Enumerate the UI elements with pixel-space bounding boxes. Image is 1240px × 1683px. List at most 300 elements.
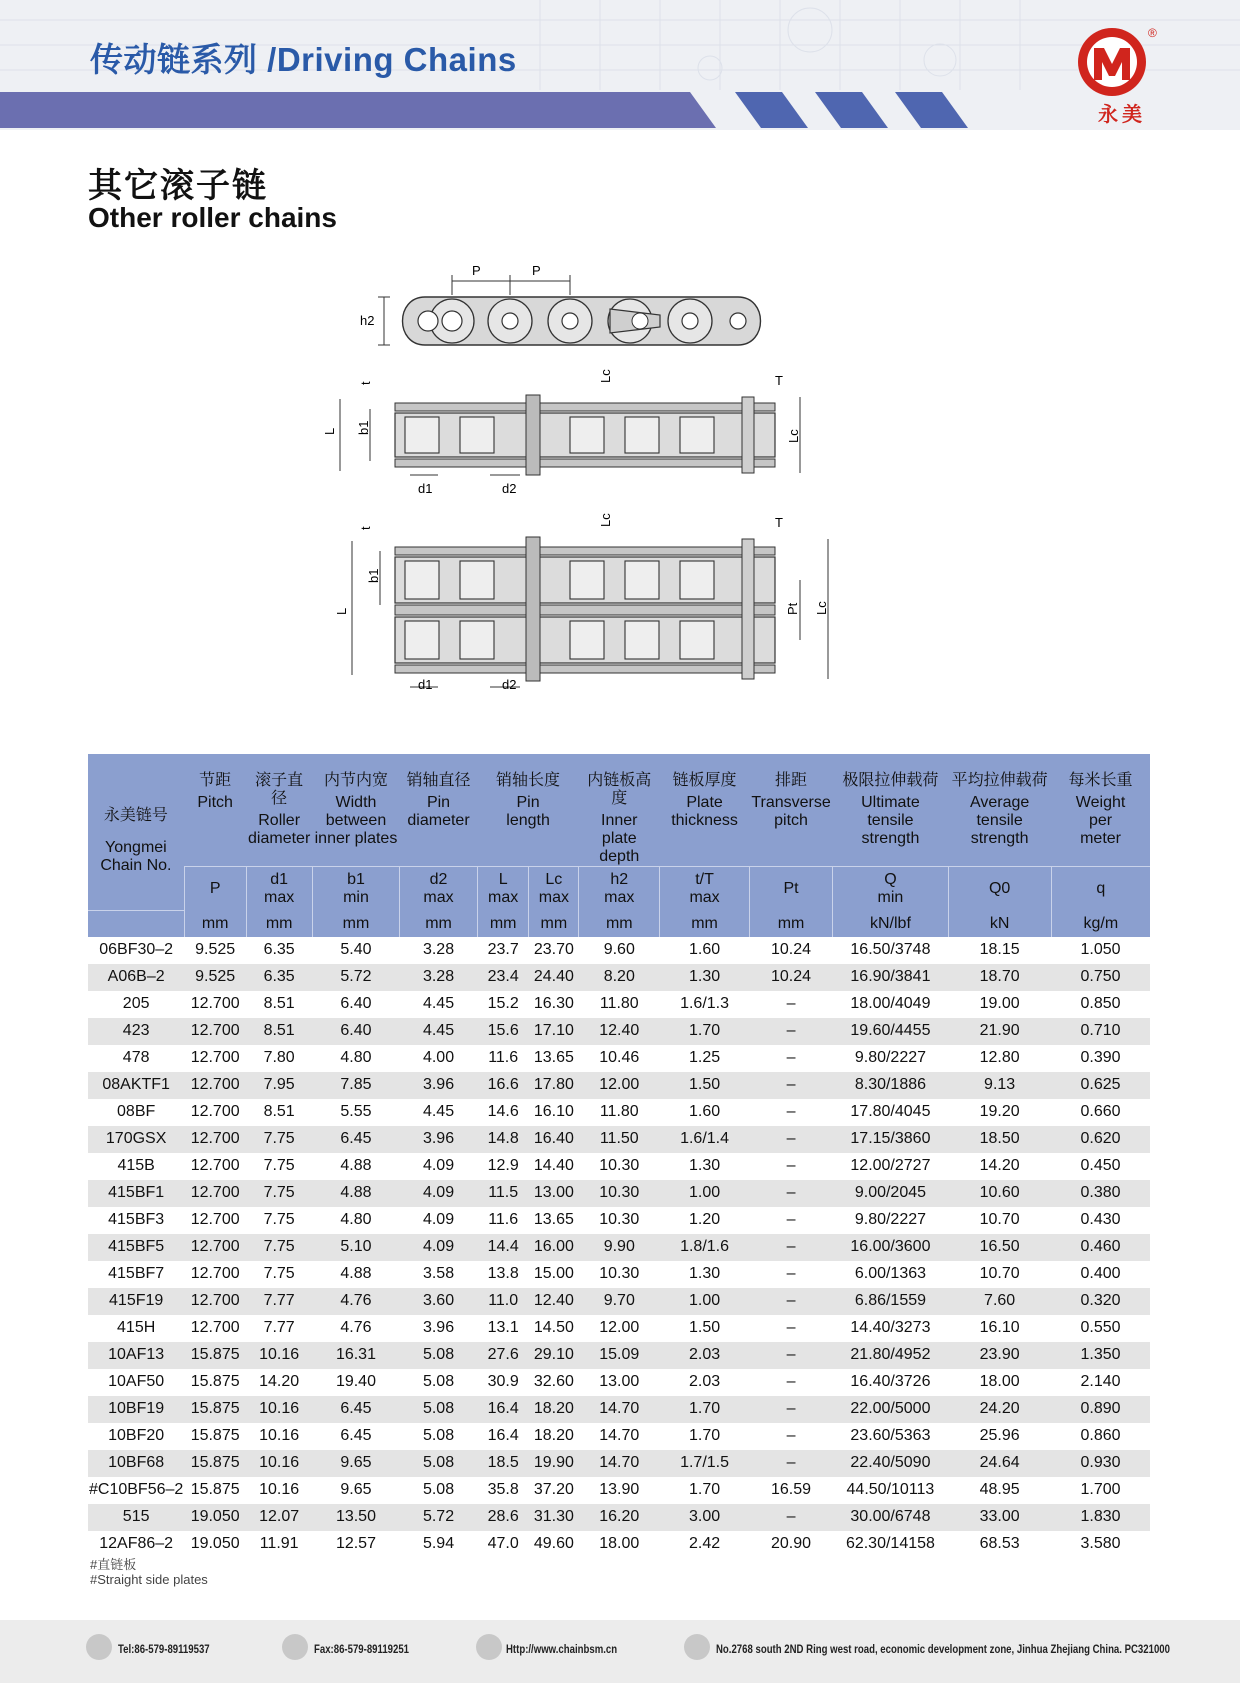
table-row <box>88 1153 1150 1180</box>
table-cell: 12.700 <box>184 1126 246 1153</box>
table-cell: 10.30 <box>579 1261 660 1288</box>
table-cell: 0.850 <box>1051 991 1150 1018</box>
table-cell: 27.6 <box>477 1342 529 1369</box>
table-cell: 3.00 <box>660 1504 750 1531</box>
table-cell: 29.10 <box>529 1342 579 1369</box>
table-cell: 9.70 <box>579 1288 660 1315</box>
table-cell: 9.60 <box>579 937 660 964</box>
table-cell: 6.40 <box>312 991 399 1018</box>
table-cell: 30.9 <box>477 1369 529 1396</box>
chain-no-cell: 205 <box>88 991 184 1018</box>
table-cell: 0.710 <box>1051 1018 1150 1045</box>
table-cell: – <box>749 1180 832 1207</box>
table-cell: 4.88 <box>312 1261 399 1288</box>
table-cell: 12.9 <box>477 1153 529 1180</box>
table-row <box>88 1180 1150 1207</box>
table-cell: 19.00 <box>948 991 1051 1018</box>
table-cell: – <box>749 1342 832 1369</box>
table-cell: 8.51 <box>246 991 312 1018</box>
table-cell: 1.50 <box>660 1072 750 1099</box>
table-row <box>88 1072 1150 1099</box>
chain-no-cell: 08AKTF1 <box>88 1072 184 1099</box>
col-head-ultimate-strength: 极限拉伸载荷 Ultimate tensile strength <box>833 754 948 867</box>
table-cell: 12.700 <box>184 1153 246 1180</box>
table-cell: 9.525 <box>184 964 246 991</box>
chain-no-cell: 415H <box>88 1315 184 1342</box>
chain-no-cell: 515 <box>88 1504 184 1531</box>
table-cell: 5.08 <box>400 1477 478 1504</box>
chain-no-cell: 415BF5 <box>88 1234 184 1261</box>
table-row <box>88 1477 1150 1504</box>
table-row <box>88 1234 1150 1261</box>
table-cell: 11.50 <box>579 1126 660 1153</box>
unit-l: mm <box>477 911 529 937</box>
table-cell: 47.0 <box>477 1531 529 1558</box>
table-cell: 4.09 <box>400 1207 478 1234</box>
table-cell: 19.050 <box>184 1504 246 1531</box>
table-cell: 4.45 <box>400 991 478 1018</box>
table-cell: 5.08 <box>400 1369 478 1396</box>
table-cell: 23.60/5363 <box>833 1423 948 1450</box>
chain-duplex-side-view <box>334 513 829 692</box>
table-cell: 9.90 <box>579 1234 660 1261</box>
label-d2-1: d2 <box>502 481 517 496</box>
label-lc-side2: Lc <box>814 601 829 615</box>
table-row <box>88 937 1150 964</box>
table-cell: 5.10 <box>312 1234 399 1261</box>
footer-web[interactable]: Http://www.chainbsm.cn <box>506 1642 618 1656</box>
table-cell: 15.875 <box>184 1423 246 1450</box>
table-cell: 1.00 <box>660 1288 750 1315</box>
table-cell: 1.6/1.3 <box>660 991 750 1018</box>
table-symbol-row <box>88 867 1150 911</box>
label-lc2: Lc <box>598 513 613 527</box>
table-cell: 12.40 <box>579 1018 660 1045</box>
table-cell: – <box>749 1288 832 1315</box>
table-row <box>88 1045 1150 1072</box>
table-cell: – <box>749 1369 832 1396</box>
table-cell: 1.00 <box>660 1180 750 1207</box>
unit-d1: mm <box>246 911 312 937</box>
table-cell: 5.08 <box>400 1396 478 1423</box>
table-row <box>88 1369 1150 1396</box>
col-head-plate-thickness: 链板厚度 Plate thickness <box>660 754 750 867</box>
table-cell: 16.4 <box>477 1396 529 1423</box>
table-cell: – <box>749 1315 832 1342</box>
table-cell: 24.20 <box>948 1396 1051 1423</box>
table-cell: 12.00 <box>579 1315 660 1342</box>
table-row <box>88 964 1150 991</box>
table-cell: 1.30 <box>660 964 750 991</box>
web-icon <box>476 1634 502 1660</box>
table-cell: 11.80 <box>579 1099 660 1126</box>
table-cell: 0.320 <box>1051 1288 1150 1315</box>
table-row <box>88 1018 1150 1045</box>
table-row <box>88 1261 1150 1288</box>
table-cell: 4.45 <box>400 1099 478 1126</box>
sym-l: L max <box>477 867 529 911</box>
label-b1-1: b1 <box>356 420 371 435</box>
location-icon <box>684 1634 710 1660</box>
table-cell: 10.70 <box>948 1207 1051 1234</box>
chain-no-cell: 478 <box>88 1045 184 1072</box>
table-row <box>88 1423 1150 1450</box>
table-cell: 16.59 <box>749 1477 832 1504</box>
label-lc-side1: Lc <box>786 429 801 443</box>
col-head-width: 内节内宽 Width between inner plates <box>312 754 399 867</box>
table-cell: 5.08 <box>400 1342 478 1369</box>
table-cell: 17.80 <box>529 1072 579 1099</box>
table-cell: 0.430 <box>1051 1207 1150 1234</box>
table-cell: 5.94 <box>400 1531 478 1558</box>
chain-top-view <box>360 263 761 345</box>
table-cell: 1.70 <box>660 1423 750 1450</box>
table-cell: 48.95 <box>948 1477 1051 1504</box>
chain-no-cell: 08BF <box>88 1099 184 1126</box>
label-L2: L <box>334 607 349 615</box>
table-cell: 3.28 <box>400 937 478 964</box>
table-cell: 10.30 <box>579 1207 660 1234</box>
table-cell: 0.450 <box>1051 1153 1150 1180</box>
chain-no-cell: 12AF86–2 <box>88 1531 184 1558</box>
table-cell: 24.64 <box>948 1450 1051 1477</box>
sym-d2: d2 max <box>400 867 478 911</box>
table-cell: – <box>749 1072 832 1099</box>
table-row <box>88 1531 1150 1558</box>
table-cell: 12.700 <box>184 1099 246 1126</box>
label-t1: t <box>358 381 373 385</box>
table-cell: 8.30/1886 <box>833 1072 948 1099</box>
table-cell: 17.10 <box>529 1018 579 1045</box>
sym-weight-q: q <box>1051 867 1150 911</box>
table-cell: 2.140 <box>1051 1369 1150 1396</box>
table-cell: 7.85 <box>312 1072 399 1099</box>
table-cell: 4.88 <box>312 1153 399 1180</box>
table-cell: 15.875 <box>184 1477 246 1504</box>
chain-no-cell: 415BF7 <box>88 1261 184 1288</box>
table-cell: 0.860 <box>1051 1423 1150 1450</box>
table-cell: 3.58 <box>400 1261 478 1288</box>
chain-no-cell: 06BF30–2 <box>88 937 184 964</box>
table-cell: 6.00/1363 <box>833 1261 948 1288</box>
table-cell: 11.5 <box>477 1180 529 1207</box>
table-row <box>88 1342 1150 1369</box>
sym-p: P <box>184 867 246 911</box>
table-cell: 13.90 <box>579 1477 660 1504</box>
table-cell: 25.96 <box>948 1423 1051 1450</box>
table-cell: 19.40 <box>312 1369 399 1396</box>
table-cell: 7.75 <box>246 1153 312 1180</box>
table-cell: 3.96 <box>400 1126 478 1153</box>
table-unit-row <box>88 911 1150 937</box>
table-cell: 1.25 <box>660 1045 750 1072</box>
chain-no-cell: 170GSX <box>88 1126 184 1153</box>
table-cell: 18.00 <box>579 1531 660 1558</box>
table-cell: 13.1 <box>477 1315 529 1342</box>
table-cell: 18.20 <box>529 1396 579 1423</box>
table-cell: 35.8 <box>477 1477 529 1504</box>
table-cell: 16.6 <box>477 1072 529 1099</box>
table-row <box>88 991 1150 1018</box>
table-cell: 0.380 <box>1051 1180 1150 1207</box>
table-cell: 9.80/2227 <box>833 1207 948 1234</box>
table-cell: 14.70 <box>579 1423 660 1450</box>
table-cell: 16.00 <box>529 1234 579 1261</box>
table-cell: 12.700 <box>184 1180 246 1207</box>
table-cell: 12.700 <box>184 1045 246 1072</box>
table-cell: 0.400 <box>1051 1261 1150 1288</box>
table-cell: 15.875 <box>184 1369 246 1396</box>
label-T1: T <box>775 373 783 388</box>
table-cell: 33.00 <box>948 1504 1051 1531</box>
table-cell: 16.10 <box>529 1099 579 1126</box>
unit-q0: kN <box>948 911 1051 937</box>
table-cell: 30.00/6748 <box>833 1504 948 1531</box>
table-cell: 10.46 <box>579 1045 660 1072</box>
chain-no-cell: 10BF68 <box>88 1450 184 1477</box>
label-p2: P <box>532 263 541 278</box>
registered-mark: ® <box>1148 26 1157 40</box>
table-cell: – <box>749 1261 832 1288</box>
table-cell: 10.30 <box>579 1180 660 1207</box>
table-cell: – <box>749 1099 832 1126</box>
table-cell: 4.00 <box>400 1045 478 1072</box>
table-cell: 16.10 <box>948 1315 1051 1342</box>
unit-blank <box>88 911 184 937</box>
sym-lc: Lc max <box>529 867 579 911</box>
label-L1: L <box>322 427 337 435</box>
table-cell: 9.525 <box>184 937 246 964</box>
table-cell: – <box>749 1018 832 1045</box>
table-cell: 62.30/14158 <box>833 1531 948 1558</box>
unit-t: mm <box>660 911 750 937</box>
chain-no-cell: 10AF13 <box>88 1342 184 1369</box>
unit-weight: kg/m <box>1051 911 1150 937</box>
table-cell: 14.20 <box>948 1153 1051 1180</box>
table-cell: 6.40 <box>312 1018 399 1045</box>
label-d2-2: d2 <box>502 677 517 692</box>
footnote-cn: #直链板 <box>90 1557 137 1572</box>
label-p1: P <box>472 263 481 278</box>
table-cell: – <box>749 991 832 1018</box>
footer-address: No.2768 south 2ND Ring west road, economic development zone, Jinhua Zhejiang China. PC321000 <box>716 1642 1170 1656</box>
table-cell: 7.77 <box>246 1288 312 1315</box>
table-cell: 12.40 <box>529 1288 579 1315</box>
table-cell: 49.60 <box>529 1531 579 1558</box>
table-cell: 16.40/3726 <box>833 1369 948 1396</box>
table-cell: 18.15 <box>948 937 1051 964</box>
table-cell: 18.00/4049 <box>833 991 948 1018</box>
table-cell: 22.00/5000 <box>833 1396 948 1423</box>
table-cell: 4.88 <box>312 1180 399 1207</box>
table-cell: 20.90 <box>749 1531 832 1558</box>
table-cell: 5.40 <box>312 937 399 964</box>
table-cell: 12.700 <box>184 1207 246 1234</box>
sym-b1: b1 min <box>312 867 399 911</box>
table-cell: 10.16 <box>246 1342 312 1369</box>
table-cell: 10.16 <box>246 1477 312 1504</box>
table-cell: 12.700 <box>184 1234 246 1261</box>
table-cell: – <box>749 1450 832 1477</box>
footnote-en: #Straight side plates <box>90 1572 208 1587</box>
col-head-transverse-pitch: 排距 Transverse pitch <box>749 754 832 867</box>
table-cell: 5.08 <box>400 1423 478 1450</box>
chain-no-cell: #C10BF56–2 <box>88 1477 184 1504</box>
label-h2: h2 <box>360 313 375 328</box>
table-cell: 5.08 <box>400 1450 478 1477</box>
table-cell: 5.72 <box>400 1504 478 1531</box>
table-cell: 0.625 <box>1051 1072 1150 1099</box>
table-cell: 12.700 <box>184 1315 246 1342</box>
table-cell: 11.6 <box>477 1207 529 1234</box>
table-cell: 12.700 <box>184 991 246 1018</box>
chain-no-cell: 10BF20 <box>88 1423 184 1450</box>
table-cell: 9.65 <box>312 1450 399 1477</box>
table-cell: 6.45 <box>312 1126 399 1153</box>
table-cell: 1.70 <box>660 1477 750 1504</box>
sym-q: Q min <box>833 867 948 911</box>
col-head-weight: 每米长重 Weight per meter <box>1051 754 1150 867</box>
footer-fax: Fax:86-579-89119251 <box>314 1642 410 1656</box>
table-cell: 14.20 <box>246 1369 312 1396</box>
table-cell: 6.86/1559 <box>833 1288 948 1315</box>
brand-logo-text: 永美 <box>1098 104 1146 126</box>
table-cell: 10.16 <box>246 1450 312 1477</box>
table-cell: 2.03 <box>660 1342 750 1369</box>
table-cell: 14.6 <box>477 1099 529 1126</box>
table-cell: 15.00 <box>529 1261 579 1288</box>
table-cell: 1.60 <box>660 937 750 964</box>
table-cell: 23.4 <box>477 964 529 991</box>
table-cell: 18.70 <box>948 964 1051 991</box>
chain-no-cell: 415BF3 <box>88 1207 184 1234</box>
table-header-row <box>88 754 1150 867</box>
sym-h2: h2 max <box>579 867 660 911</box>
unit-p: mm <box>184 911 246 937</box>
table-cell: 1.70 <box>660 1018 750 1045</box>
table-cell: 1.30 <box>660 1261 750 1288</box>
table-row <box>88 1126 1150 1153</box>
table-cell: 44.50/10113 <box>833 1477 948 1504</box>
chain-no-cell: 423 <box>88 1018 184 1045</box>
table-cell: 28.6 <box>477 1504 529 1531</box>
table-cell: 0.460 <box>1051 1234 1150 1261</box>
table-cell: 11.0 <box>477 1288 529 1315</box>
table-cell: 13.00 <box>579 1369 660 1396</box>
table-row <box>88 1099 1150 1126</box>
fax-icon <box>282 1634 308 1660</box>
label-b1-2: b1 <box>366 568 381 583</box>
label-T2: T <box>775 515 783 530</box>
table-cell: 5.72 <box>312 964 399 991</box>
table-cell: 3.28 <box>400 964 478 991</box>
table-cell: 10.16 <box>246 1396 312 1423</box>
chain-no-cell: 415BF1 <box>88 1180 184 1207</box>
table-cell: 10.24 <box>749 937 832 964</box>
table-cell: 21.80/4952 <box>833 1342 948 1369</box>
table-cell: 14.4 <box>477 1234 529 1261</box>
table-cell: 7.75 <box>246 1126 312 1153</box>
table-cell: 6.45 <box>312 1423 399 1450</box>
table-cell: 10.16 <box>246 1423 312 1450</box>
sym-d1: d1 max <box>246 867 312 911</box>
table-cell: 5.55 <box>312 1099 399 1126</box>
table-cell: – <box>749 1504 832 1531</box>
table-cell: 15.6 <box>477 1018 529 1045</box>
table-cell: 3.96 <box>400 1072 478 1099</box>
table-cell: 16.4 <box>477 1423 529 1450</box>
table-cell: 7.75 <box>246 1261 312 1288</box>
table-cell: 9.13 <box>948 1072 1051 1099</box>
table-cell: 19.60/4455 <box>833 1018 948 1045</box>
chain-no-cell: 415B <box>88 1153 184 1180</box>
table-row <box>88 1288 1150 1315</box>
table-cell: 0.390 <box>1051 1045 1150 1072</box>
table-cell: 18.00 <box>948 1369 1051 1396</box>
table-cell: 13.00 <box>529 1180 579 1207</box>
table-cell: 4.76 <box>312 1288 399 1315</box>
table-cell: 6.45 <box>312 1396 399 1423</box>
table-cell: 12.00/2727 <box>833 1153 948 1180</box>
table-cell: – <box>749 1207 832 1234</box>
table-cell: 4.09 <box>400 1180 478 1207</box>
table-cell: – <box>749 1234 832 1261</box>
table-cell: 0.750 <box>1051 964 1150 991</box>
table-cell: 15.875 <box>184 1396 246 1423</box>
table-cell: 15.875 <box>184 1342 246 1369</box>
table-cell: 16.00/3600 <box>833 1234 948 1261</box>
unit-q: kN/lbf <box>833 911 948 937</box>
table-cell: 4.09 <box>400 1153 478 1180</box>
table-cell: 17.80/4045 <box>833 1099 948 1126</box>
table-cell: 18.50 <box>948 1126 1051 1153</box>
table-cell: 12.700 <box>184 1018 246 1045</box>
section-title-cn: 其它滚子链 <box>88 167 268 205</box>
table-cell: 31.30 <box>529 1504 579 1531</box>
unit-h2: mm <box>579 911 660 937</box>
table-cell: 7.60 <box>948 1288 1051 1315</box>
sym-pt: Pt <box>749 867 832 911</box>
table-cell: 1.350 <box>1051 1342 1150 1369</box>
table-cell: 3.60 <box>400 1288 478 1315</box>
table-cell: 0.550 <box>1051 1315 1150 1342</box>
table-cell: 10.30 <box>579 1153 660 1180</box>
col-head-pin-length: 销轴长度 Pin length <box>477 754 578 867</box>
table-cell: 7.95 <box>246 1072 312 1099</box>
table-cell: 12.700 <box>184 1288 246 1315</box>
table-cell: 16.50 <box>948 1234 1051 1261</box>
table-row <box>88 1315 1150 1342</box>
table-cell: 12.80 <box>948 1045 1051 1072</box>
table-cell: 14.40 <box>529 1153 579 1180</box>
section-title-en: Other roller chains <box>88 202 337 233</box>
table-row <box>88 1396 1150 1423</box>
table-cell: 22.40/5090 <box>833 1450 948 1477</box>
table-cell: 12.07 <box>246 1504 312 1531</box>
table-cell: 23.70 <box>529 937 579 964</box>
page-footer <box>0 1620 1240 1683</box>
table-cell: 8.20 <box>579 964 660 991</box>
table-cell: 37.20 <box>529 1477 579 1504</box>
label-d1-2: d1 <box>418 677 433 692</box>
table-cell: 15.2 <box>477 991 529 1018</box>
table-cell: 1.6/1.4 <box>660 1126 750 1153</box>
chain-no-cell: A06B–2 <box>88 964 184 991</box>
table-cell: 18.20 <box>529 1423 579 1450</box>
table-row <box>88 1450 1150 1477</box>
table-cell: 14.8 <box>477 1126 529 1153</box>
table-cell: 12.700 <box>184 1261 246 1288</box>
